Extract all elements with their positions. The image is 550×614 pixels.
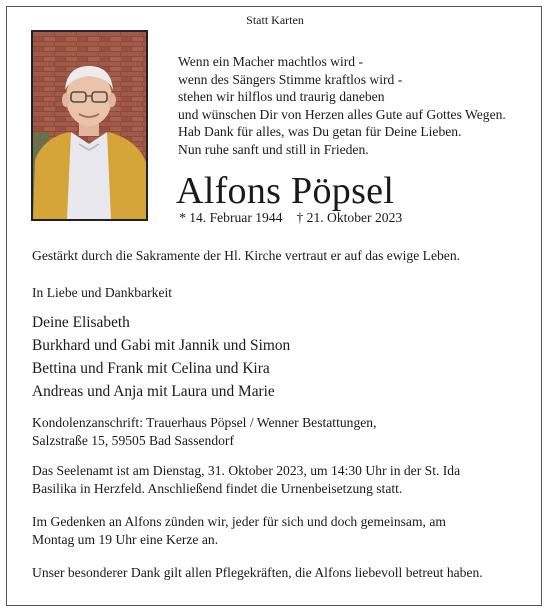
poem-line: wenn des Sängers Stimme kraftlos wird - [178, 71, 403, 87]
mourner-line: Deine Elisabeth [32, 314, 130, 331]
portrait-illustration [33, 32, 146, 219]
life-dates [179, 210, 416, 226]
mass-line: Das Seelenamt ist am Dienstag, 31. Oktober 2023, um 14:30 Uhr in der St. Ida [32, 463, 461, 478]
portrait-photo [31, 30, 148, 221]
poem-line: Nun ruhe sanft und still in Frieden. [178, 141, 369, 157]
deceased-name: Alfons Pöpsel [176, 170, 395, 212]
poem-line: stehen wir hilflos und traurig daneben [178, 89, 385, 105]
mourner-line: Bettina und Frank mit Celina und Kira [32, 360, 270, 377]
poem [178, 53, 506, 159]
death-date: † 21. Oktober 2023 [296, 210, 403, 225]
birth-date: * 14. Februar 1944 [179, 210, 283, 225]
thanks-text: Unser besonderer Dank gilt allen Pflegekräften, die Alfons liebevoll betreut haben. [32, 565, 483, 580]
header-text: Statt Karten [246, 13, 304, 27]
love-gratitude-text: In Liebe und Dankbarkeit [32, 285, 173, 300]
address-line: Kondolenzanschrift: Trauerhaus Pöpsel / Wenner Bestattungen, [32, 415, 377, 430]
poem-line: und wünschen Dir von Herzen alles Gute auf Gottes Wegen. [178, 106, 506, 122]
mass-line: Basilika in Herzfeld. Anschließend findet die Urnenbeisetzung statt. [32, 481, 403, 496]
mourner-line: Andreas und Anja mit Laura und Marie [32, 383, 275, 400]
remembrance-info [32, 513, 446, 549]
poem-line: Wenn ein Macher machtlos wird - [178, 54, 364, 69]
poem-line: Hab Dank für alles, was Du getan für Deine Lieben. [178, 124, 462, 140]
requiem-mass-info [32, 462, 460, 498]
address-line: Salzstraße 15, 59505 Bad Sassendorf [32, 433, 234, 448]
memory-line: Montag um 19 Uhr eine Kerze an. [32, 532, 219, 547]
mourner-line: Burkhard und Gabi mit Jannik und Simon [32, 337, 291, 354]
memory-line: Im Gedenken an Alfons zünden wir, jeder für sich und doch gemeinsam, am [32, 514, 446, 529]
sacrament-text: Gestärkt durch die Sakramente der Hl. Kirche vertraut er auf das ewige Leben. [32, 248, 461, 263]
condolence-address [32, 414, 376, 450]
